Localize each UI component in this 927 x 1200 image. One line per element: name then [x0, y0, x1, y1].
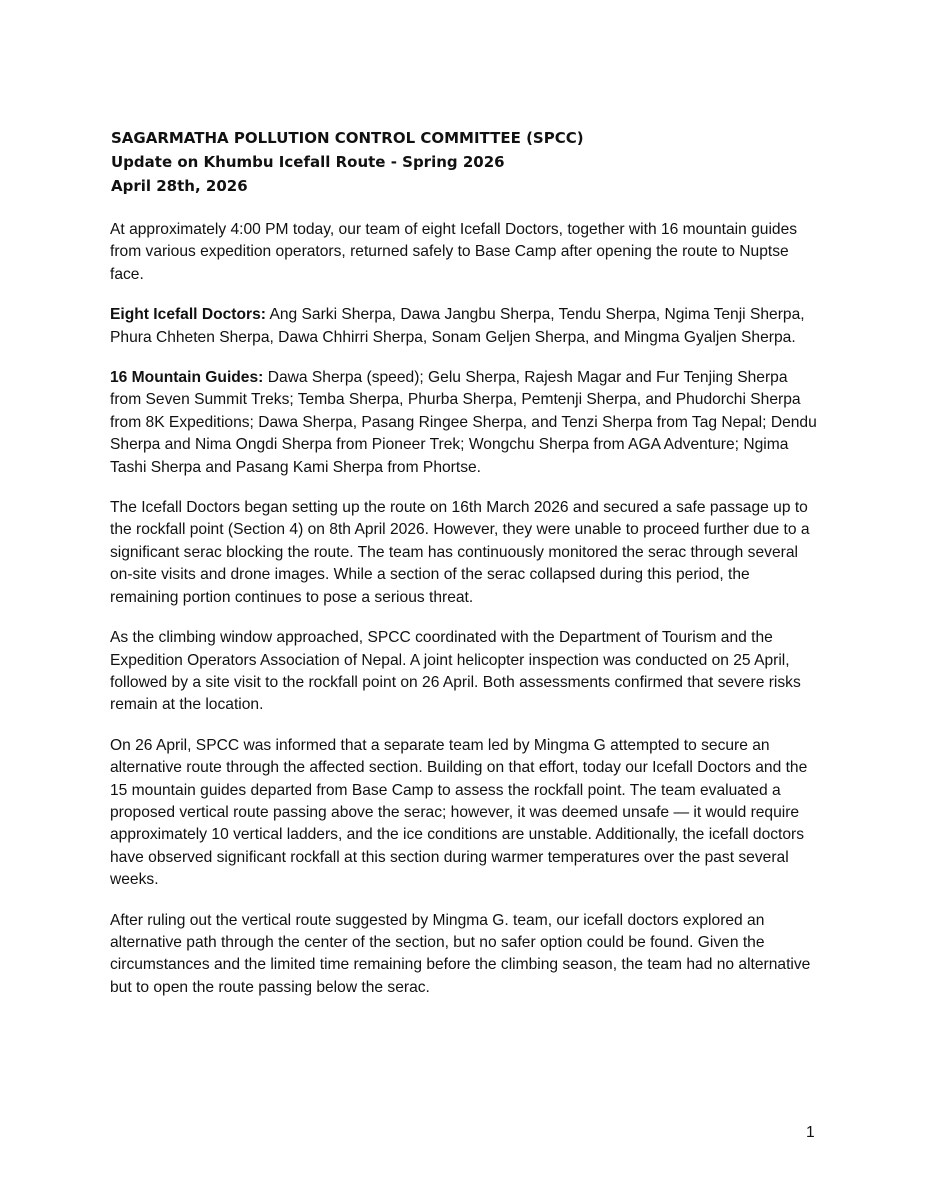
paragraph-coordination: As the climbing window approached, SPCC coordinated with the Department of Tourism and the Expedition Operators Association of Nepal. A joint helicopter inspection was conducted on 25 April, followed by a site visit to the rockfall point on 26 April. Both assessments confirmed that severe risks remain at the location. — [110, 629, 801, 714]
organization-title: SAGARMATHA POLLUTION CONTROL COMMITTEE (SPCC) — [111, 129, 584, 147]
icefall-doctors-list: Ang Sarki Sherpa, Dawa Jangbu Sherpa, Tendu Sherpa, Ngima Tenji Sherpa, Phura Chheten Sherpa, Dawa Chhirri Sherpa, Sonam Geljen Sherpa, and Mingma Gyaljen Sherpa. — [110, 306, 805, 346]
paragraph-assessment: On 26 April, SPCC was informed that a separate team led by Mingma G attempted to secure an alternative route through the affected section. Building on that effort, today our Icefall Doctors and the 15 mountain guides departed from Base Camp to assess the rockfall point. The team evaluated a proposed vertical route passing above the serac; however, it was deemed unsafe — it would require approximately 10 vertical ladders, and the ice conditions are unstable. Additionally, the icefall doctors have observed significant rockfall at this section during warmer temperatures over the past several weeks. — [110, 736, 808, 889]
paragraph-route-setup: The Icefall Doctors began setting up the route on 16th March 2026 and secured a safe passage up to the rockfall point (Section 4) on 8th April 2026. However, they were unable to proceed further due to a significant serac blocking the route. The team has continuously monitored the serac through several on-site visits and drone images. While a section of the serac collapsed during this period, the remaining portion continues to pose a serious threat. — [110, 499, 810, 606]
page-number: 1 — [806, 1124, 815, 1141]
mountain-guides-label: 16 Mountain Guides: — [110, 369, 264, 387]
document-body — [110, 219, 822, 1017]
paragraph-conclusion: After ruling out the vertical route suggested by Mingma G. team, our icefall doctors explored an alternative path through the center of the section, but no safer option could be found. Given the circumstances and the limited time remaining before the climbing season, the team had no alternative but to open the route passing below the serac. — [110, 911, 811, 996]
icefall-doctors-label: Eight Icefall Doctors: — [110, 306, 266, 324]
mountain-guides-list: Dawa Sherpa (speed); Gelu Sherpa, Rajesh Magar and Fur Tenjing Sherpa from Seven Summit Treks; Temba Sherpa, Phurba Sherpa, Pemtenji Sherpa, and Phudorchi Sherpa from 8K Expeditions; Dawa Sherpa, Pasang Ringee Sherpa, and Tenzi Sherpa from Tag Nepal; Dendu Sherpa and Nima Ongdi Sherpa from Pioneer Trek; Wongchu Sherpa from AGA Adventure; Ngima Tashi Sherpa and Pasang Kami Sherpa from Phortse. — [110, 369, 817, 476]
paragraph-intro: At approximately 4:00 PM today, our team of eight Icefall Doctors, together with 16 mountain guides from various expedition operators, returned safely to Base Camp after opening the route to Nuptse face. — [110, 221, 798, 283]
document-header — [111, 126, 831, 198]
paragraph-mountain-guides — [110, 367, 822, 479]
document-subject: Update on Khumbu Icefall Route - Spring 2026 — [111, 153, 505, 171]
paragraph-icefall-doctors — [110, 304, 822, 349]
document-date: April 28th, 2026 — [111, 177, 248, 195]
